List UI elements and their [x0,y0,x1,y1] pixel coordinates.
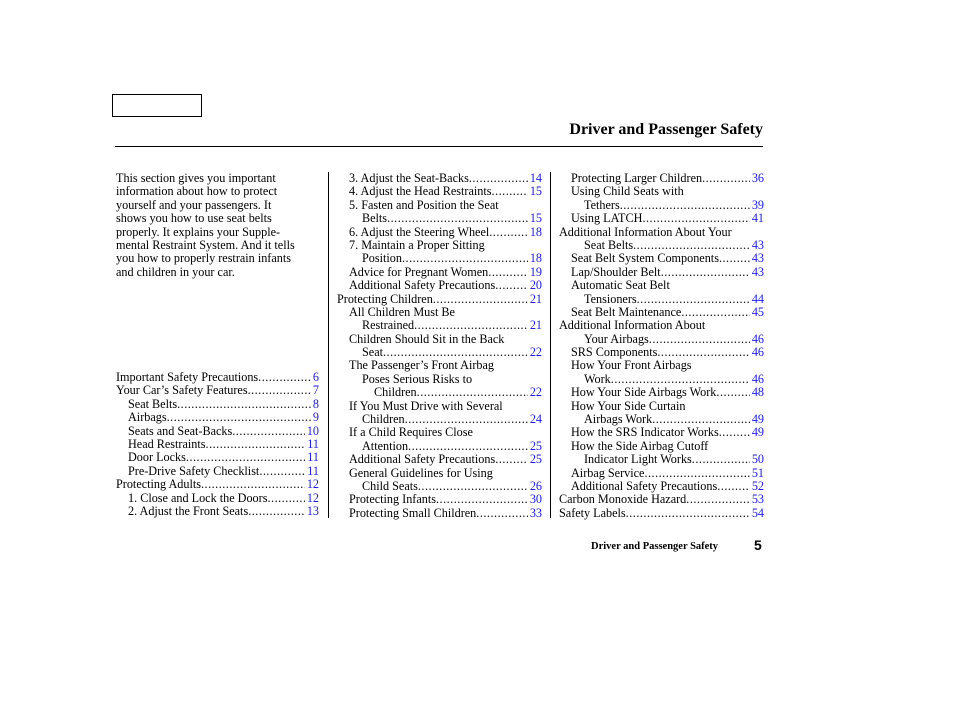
toc-entry[interactable] [116,425,319,438]
toc-entry-label: If You Must Drive with Several [349,398,503,413]
toc-leader-dots [692,453,750,466]
toc-page-link[interactable]: 46 [751,371,764,386]
toc-entry-label: Safety Labels [559,505,626,520]
toc-page-link[interactable]: 26 [529,478,542,493]
toc-leader-dots [626,507,750,520]
toc-entry[interactable] [559,346,764,359]
toc-leader-dots [719,426,750,439]
toc-entry-label: Additional Safety Precautions [349,278,496,293]
toc-entry[interactable] [559,493,764,506]
toc-entry[interactable] [559,453,764,466]
toc-page-link[interactable]: 24 [529,412,542,427]
toc-entry[interactable] [337,493,542,506]
toc-page-link[interactable]: 9 [312,410,319,425]
toc-entry-label: Airbags [128,410,167,425]
toc-page-link[interactable]: 14 [529,170,542,185]
toc-leader-dots [492,185,528,198]
toc-entry[interactable] [116,478,319,491]
toc-leader-dots [488,266,528,279]
toc-leader-dots [405,413,528,426]
intro-line: This section gives you important [116,171,276,185]
intro-paragraph [116,172,319,279]
toc-entry[interactable] [116,492,319,505]
toc-entry[interactable] [337,480,542,493]
toc-page-link[interactable]: 18 [529,224,542,239]
toc-page-link[interactable]: 46 [751,331,764,346]
toc-entry-label: 1. Close and Lock the Doors [128,490,268,505]
toc-entry-label: Seat Belts [128,396,178,411]
toc-entry-label: How Your Front Airbags [571,358,692,373]
toc-entry[interactable] [116,411,319,424]
toc-page-link[interactable]: 13 [306,503,319,518]
footer-section-label: Driver and Passenger Safety [591,541,719,552]
toc-entry-label: Additional Safety Precautions [571,478,718,493]
toc-leader-dots [248,384,311,397]
toc-leader-dots [652,413,750,426]
toc-entry[interactable] [337,453,542,466]
toc-entry-label: 4. Adjust the Head Restraints [349,184,492,199]
toc-entry-label: 6. Adjust the Steering Wheel [349,224,490,239]
toc-entry-label: Protecting Adults [116,477,201,492]
toc-entry[interactable] [116,451,319,464]
toc-entry-label: Children [362,412,405,427]
toc-entry-label: Attention [362,438,409,453]
toc-entry[interactable] [559,306,764,319]
toc-page-link[interactable]: 41 [751,211,764,226]
toc-page-link[interactable]: 25 [529,452,542,467]
toc-leader-dots [644,467,749,480]
toc-entry[interactable] [559,252,764,265]
toc-entry-label: Your Car’s Safety Features [116,383,248,398]
toc-page-link[interactable]: 21 [529,291,542,306]
toc-entry-label: Using LATCH [571,211,643,226]
toc-leader-dots [206,438,306,451]
toc-entry[interactable] [337,212,542,225]
toc-entry-label: 3. Adjust the Seat-Backs [349,170,469,185]
toc-entry-label: Child Seats [362,478,418,493]
toc-entry-label: Advice for Pregnant Women [349,264,489,279]
page-title: Driver and Passenger Safety [569,121,763,138]
toc-page-link[interactable]: 19 [529,264,542,279]
toc-page-link[interactable]: 22 [529,345,542,360]
toc-entry[interactable] [337,293,542,306]
toc-leader-dots [433,293,528,306]
toc-entry-label: Work [584,371,611,386]
toc-entry[interactable] [337,346,542,359]
toc-entry[interactable] [559,199,764,212]
toc-page-link[interactable]: 36 [751,170,764,185]
toc-page-link[interactable]: 20 [529,278,542,293]
toc-leader-dots [402,252,528,265]
toc-entry[interactable] [559,212,764,225]
toc-entry-label: How Your Side Curtain [571,398,686,413]
toc-entry-label: How the SRS Indicator Works [571,425,719,440]
toc-page-link[interactable]: 8 [312,396,319,411]
toc-column-2 [337,172,542,520]
toc-entry-label: All Children Must Be [349,304,455,319]
toc-leader-dots [702,172,750,185]
toc-leader-dots [716,386,749,399]
toc-entry-label: Airbags Work [584,412,653,427]
toc-entry-label: Important Safety Precautions [116,369,259,384]
toc-entry[interactable] [337,440,542,453]
toc-page-link[interactable]: 25 [529,438,542,453]
toc-entry-label: Automatic Seat Belt [571,278,670,293]
toc-page-link[interactable]: 54 [751,505,764,520]
toc-leader-dots [495,453,528,466]
toc-entry-label: Head Restraints [128,436,206,451]
toc-page-link[interactable]: 49 [751,412,764,427]
toc-page-link[interactable]: 10 [306,423,319,438]
toc-entry[interactable] [559,480,764,493]
toc-entry-label: How the Side Airbag Cutoff [571,438,709,453]
toc-entry-label: Seats and Seat-Backs [128,423,233,438]
toc-entry[interactable] [337,319,542,332]
toc-entry-label: Additional Information About Your [559,224,732,239]
toc-page-link[interactable]: 11 [307,463,319,478]
toc-page-link[interactable]: 53 [751,492,764,507]
toc-leader-dots [414,319,528,332]
toc-leader-dots [657,346,749,359]
toc-entry-label: Protecting Children [337,291,433,306]
toc-entry[interactable] [116,465,319,478]
section-tab-box [112,94,202,117]
toc-entry-label: Position [362,251,402,266]
toc-leader-dots [167,411,311,424]
toc-entry-label: Belts [362,211,388,226]
toc-entry[interactable] [559,467,764,480]
toc-entry-label: Restrained [362,318,415,333]
toc-leader-dots [719,252,750,265]
toc-leader-dots [681,306,749,319]
toc-leader-dots [232,425,305,438]
toc-entry-label: 7. Maintain a Proper Sitting [349,237,485,252]
toc-entry-label: How Your Side Airbags Work [571,385,717,400]
toc-entry-label: Airbag Service [571,465,645,480]
toc-page-link[interactable]: 43 [751,264,764,279]
toc-leader-dots [661,266,750,279]
toc-entry-label: General Guidelines for Using [349,465,493,480]
toc-column-3 [559,172,764,520]
toc-page-link[interactable]: 33 [529,505,542,520]
toc-page-link[interactable]: 11 [307,436,319,451]
toc-page-link[interactable]: 12 [306,490,319,505]
toc-leader-dots [611,373,750,386]
toc-entry[interactable] [337,386,542,399]
toc-leader-dots [637,293,750,306]
toc-entry[interactable] [116,384,319,397]
toc-entry[interactable] [116,505,319,518]
toc-entry[interactable] [559,413,764,426]
toc-entry[interactable] [337,172,542,185]
toc-leader-dots [495,279,528,292]
toc-page-link[interactable]: 18 [529,251,542,266]
toc-entry-label: Protecting Larger Children [571,170,703,185]
toc-entry[interactable] [559,507,764,520]
toc-page-link[interactable]: 45 [751,304,764,319]
toc-page-link[interactable]: 21 [529,318,542,333]
toc-entry-label: 5. Fasten and Position the Seat [349,197,499,212]
toc-leader-dots [248,505,305,518]
toc-leader-dots [489,226,528,239]
toc-entry[interactable] [559,239,764,252]
toc-entry-label: Additional Safety Precautions [349,452,496,467]
intro-line: properly. It explains your Supple- [116,224,281,239]
toc-leader-dots [408,440,528,453]
toc-entry[interactable] [559,373,764,386]
toc-entry[interactable] [559,426,764,439]
toc-page-link[interactable]: 44 [751,291,764,306]
toc-entry-label: Indicator Light Works [584,452,692,467]
toc-entry-label: Protecting Small Children [349,505,477,520]
toc-entry[interactable] [116,398,319,411]
toc-entry[interactable] [337,226,542,239]
toc-page-link[interactable]: 22 [529,385,542,400]
toc-entry-label: Children [374,385,417,400]
intro-line: yourself and your passengers. It [116,197,272,212]
toc-entry[interactable] [559,172,764,185]
toc-page-link[interactable]: 15 [529,211,542,226]
toc-entry[interactable] [337,266,542,279]
toc-leader-dots [418,480,528,493]
toc-page-link[interactable]: 43 [751,237,764,252]
toc-entry[interactable] [337,507,542,520]
intro-line: you how to properly restrain infants [116,251,291,266]
toc-entry[interactable] [337,413,542,426]
toc-entry-label: Tethers [584,197,620,212]
header-divider [115,146,763,147]
toc-leader-dots [633,239,750,252]
page-number: 5 [754,537,762,553]
toc-entry-label: Children Should Sit in the Back [349,331,505,346]
toc-entry[interactable] [337,279,542,292]
toc-leader-dots [717,480,750,493]
toc-page-link[interactable]: 11 [307,450,319,465]
column-divider-1 [328,172,329,518]
toc-page-link[interactable]: 7 [312,383,319,398]
toc-page-link[interactable]: 48 [751,385,764,400]
toc-entry-label: Your Airbags [584,331,649,346]
toc-entry-label: Door Locks [128,450,186,465]
toc-entry-label: Seat [362,345,383,360]
toc-leader-dots [436,493,528,506]
toc-entry[interactable] [116,438,319,451]
toc-entry[interactable] [337,185,542,198]
toc-page-link[interactable]: 50 [751,452,764,467]
toc-entry-label: Tensioners [584,291,637,306]
toc-leader-dots [177,398,311,411]
toc-leader-dots [649,333,750,346]
toc-leader-dots [267,492,304,505]
toc-leader-dots [469,172,528,185]
intro-line: information about how to protect [116,184,278,199]
toc-page-link[interactable]: 6 [312,369,319,384]
toc-leader-dots [417,386,528,399]
toc-entry[interactable] [337,252,542,265]
toc-page-link[interactable]: 51 [751,465,764,480]
toc-entry[interactable] [559,386,764,399]
toc-page-link[interactable]: 12 [306,477,319,492]
toc-column-1 [116,371,319,518]
toc-entry-label: Protecting Infants [349,492,436,507]
column-divider-2 [550,172,551,518]
toc-entry-label: Using Child Seats with [571,184,684,199]
toc-page-link[interactable]: 15 [529,184,542,199]
toc-entry-label: Seat Belt Maintenance [571,304,682,319]
toc-page-link[interactable]: 46 [751,345,764,360]
toc-leader-dots [476,507,528,520]
toc-entry-label: 2. Adjust the Front Seats [128,503,249,518]
toc-entry-label: Poses Serious Risks to [362,371,473,386]
toc-leader-dots [186,451,305,464]
toc-leader-dots [258,371,311,384]
intro-line: shows you how to use seat belts [116,211,272,226]
toc-entry-label: The Passenger’s Front Airbag [349,358,494,373]
toc-leader-dots [201,478,305,491]
toc-entry[interactable] [559,333,764,346]
intro-line: and children in your car. [116,264,235,279]
toc-leader-dots [383,346,528,359]
toc-leader-dots [259,465,305,478]
toc-leader-dots [642,212,749,225]
toc-page-link[interactable]: 30 [529,492,542,507]
toc-leader-dots [620,199,750,212]
toc-page-link[interactable]: 39 [751,197,764,212]
toc-leader-dots [387,212,528,225]
toc-entry-label: Carbon Monoxide Hazard [559,492,687,507]
toc-entry[interactable] [559,266,764,279]
toc-entry-label: SRS Components [571,345,658,360]
toc-entry[interactable] [559,293,764,306]
toc-entry-label: Seat Belts [584,237,634,252]
intro-line: mental Restraint System. And it tells [116,237,295,252]
toc-entry-label: Lap/Shoulder Belt [571,264,661,279]
toc-entry-label: Additional Information About [559,318,706,333]
toc-entry-label: Seat Belt System Components [571,251,719,266]
toc-leader-dots [686,493,750,506]
toc-entry-label: If a Child Requires Close [349,425,473,440]
toc-page-link[interactable]: 43 [751,251,764,266]
toc-page-link[interactable]: 49 [751,425,764,440]
toc-entry[interactable] [116,371,319,384]
toc-entry-label: Pre-Drive Safety Checklist [128,463,260,478]
toc-page-link[interactable]: 52 [751,478,764,493]
